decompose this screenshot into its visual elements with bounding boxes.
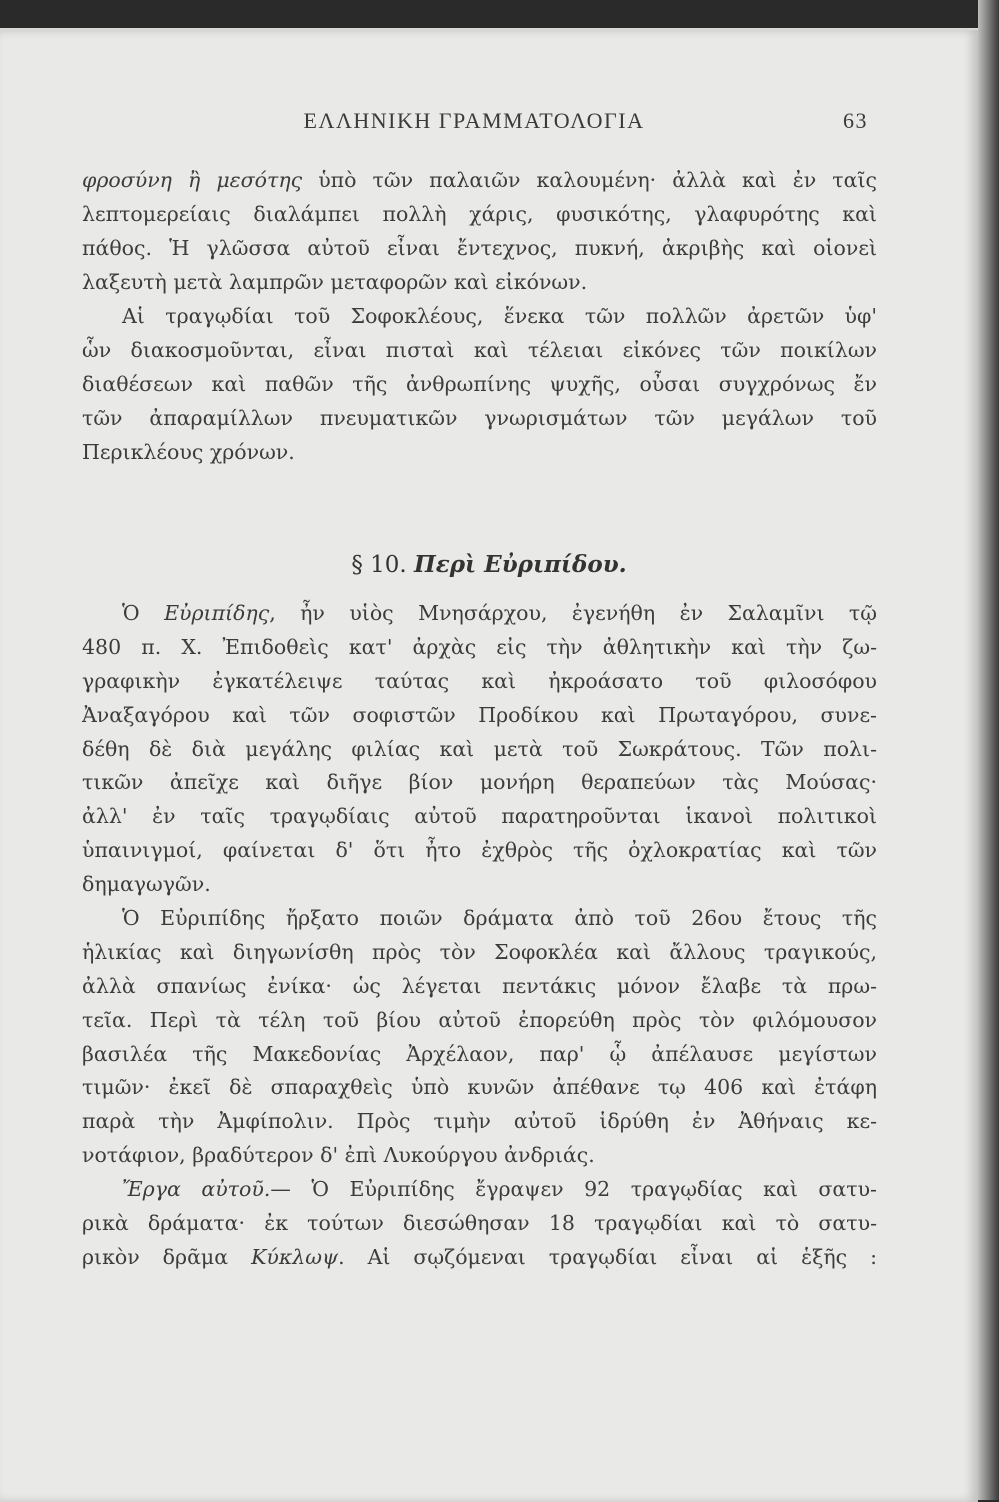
text-line: διαθέσεων καὶ παθῶν τῆς ἀνθρωπίνης ψυχῆς, οὖσαι συγχρόνως ἔν xyxy=(82,371,877,396)
text-line: ἡλικίας καὶ διηγωνίσθη πρὸς τὸν Σοφοκλέα καὶ ἄλλους τραγικούς, xyxy=(82,939,877,964)
text-line: ὧν διακοσμοῦνται, εἶναι πισταὶ καὶ τέλειαι εἰκόνες τῶν ποικίλων xyxy=(82,337,877,362)
text-line: βασιλέα τῆς Μακεδονίας Ἀρχέλαον, παρ' ᾧ ἀπέλαυσε μεγίστων xyxy=(82,1041,877,1066)
paragraph-sophocles-tragedies xyxy=(82,300,877,469)
text-line: 480 π. Χ. Ἐπιδοθεὶς κατ' ἀρχὰς εἰς τὴν ἀθλητικὴν καὶ τὴν ζω- xyxy=(82,634,877,659)
text-line: λεπτομερείαις διαλάμπει πολλὴ χάρις, φυσικότης, γλαφυρότης καὶ xyxy=(82,201,877,226)
running-title: ΕΛΛΗΝΙΚΗ ΓΡΑΜΜΑΤΟΛΟΓΙΑ xyxy=(303,108,645,133)
text-line: πάθος. Ἡ γλῶσσα αὐτοῦ εἶναι ἔντεχνος, πυκνή, ἀκριβὴς καὶ οἱονεὶ xyxy=(82,235,877,260)
section-heading xyxy=(0,551,978,578)
text-line: γραφικὴν ἐγκατέλειψε ταύτας καὶ ἠκροάσατο τοῦ φιλοσόφου xyxy=(82,668,877,693)
text-line: τεῖα. Περὶ τὰ τέλη τοῦ βίου αὐτοῦ ἐπορεύθη πρὸς τὸν φιλόμουσον xyxy=(82,1007,877,1032)
text-line: ρικὸν δρᾶμα Κύκλωψ. Αἱ σῳζόμεναι τραγῳδίαι εἶναι αἱ ἑξῆς : xyxy=(82,1244,877,1269)
text-line: ὑπαινιγμοί, φαίνεται δ' ὅτι ἦτο ἐχθρὸς τῆς ὀχλοκρατίας καὶ τῶν xyxy=(82,838,877,863)
text-line: ἀλλ' ἐν ταῖς τραγῳδίαις αὐτοῦ παρατηροῦνται ἱκανοὶ πολιτικοὶ xyxy=(82,804,877,829)
paragraph-euripides-career xyxy=(82,902,877,1173)
text-line: ρικὰ δράματα· ἐκ τούτων διεσώθησαν 18 τραγῳδίαι καὶ τὸ σατυ- xyxy=(82,1210,877,1235)
paragraph-euripides-life xyxy=(82,597,877,902)
page-number: 63 xyxy=(843,108,868,133)
text-line: τιμῶν· ἐκεῖ δὲ σπαραχθεὶς ὑπὸ κυνῶν ἀπέθανε τῳ 406 καὶ ἐτάφη xyxy=(82,1075,877,1100)
text-line: Ἔργα αὐτοῦ.— Ὁ Εὐριπίδης ἔγραψεν 92 τραγῳδίας καὶ σατυ- xyxy=(122,1177,877,1201)
text-line: παρὰ τὴν Ἀμφίπολιν. Πρὸς τιμὴν αὐτοῦ ἱδρύθη ἐν Ἀθήναις κε- xyxy=(82,1109,877,1134)
text-line: φροσύνη ἢ μεσότης ὑπὸ τῶν παλαιῶν καλουμένη· ἀλλὰ καὶ ἐν ταῖς xyxy=(82,168,877,192)
section-number: § 10. xyxy=(351,552,407,578)
text-line: νοτάφιον, βραδύτερον δ' ἐπὶ Λυκούργου ἀνδριάς. xyxy=(82,1143,595,1168)
page-edge xyxy=(978,0,999,1500)
paragraph-euripides-works xyxy=(82,1173,877,1275)
book-page xyxy=(0,28,978,1502)
text-line: Ὁ Εὐριπίδης ἤρξατο ποιῶν δράματα ἀπὸ τοῦ 26ου ἔτους τῆς xyxy=(122,906,877,930)
running-head xyxy=(80,108,868,144)
text-line: τικῶν ἀπεῖχε καὶ διῆγε βίον μονήρη θεραπεύων τὰς Μούσας· xyxy=(82,770,877,795)
text-line: ἀλλὰ σπανίως ἐνίκα· ὡς λέγεται πεντάκις μόνον ἔλαβε τὰ πρω- xyxy=(82,973,877,998)
text-line: δημαγωγῶν. xyxy=(82,872,211,897)
text-line: Αἱ τραγῳδίαι τοῦ Σοφοκλέους, ἕνεκα τῶν πολλῶν ἀρετῶν ὑφ' xyxy=(122,304,877,328)
text-line: τῶν ἀπαραμίλλων πνευματικῶν γνωρισμάτων τῶν μεγάλων τοῦ xyxy=(82,405,877,430)
section-title: Περὶ Εὐριπίδου. xyxy=(414,551,627,578)
text-line: λαξευτὴ μετὰ λαμπρῶν μεταφορῶν καὶ εἰκόνων. xyxy=(82,269,588,294)
text-line: Ἀναξαγόρου καὶ τῶν σοφιστῶν Προδίκου καὶ Πρωταγόρου, συνε- xyxy=(82,702,877,727)
text-line: Ὁ Εὐριπίδης, ἦν υἱὸς Μνησάρχου, ἐγενήθη ἐν Σαλαμῖνι τῷ xyxy=(122,601,877,625)
text-line: δέθη δὲ διὰ μεγάλης φιλίας καὶ μετὰ τοῦ Σωκράτους. Τῶν πολι- xyxy=(82,736,877,761)
text-line: Περικλέους χρόνων. xyxy=(82,439,295,464)
paragraph-sophocles-style xyxy=(82,164,877,300)
